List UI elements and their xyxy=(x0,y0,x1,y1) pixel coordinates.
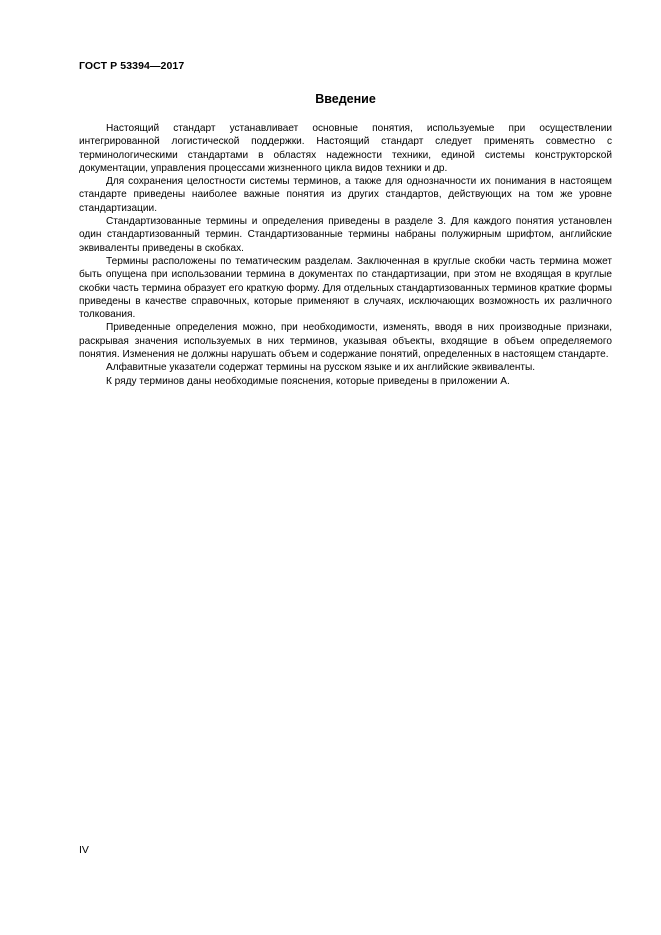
paragraph-7: К ряду терминов даны необходимые пояснения, которые приведены в приложении А. xyxy=(106,375,510,387)
paragraph-4: Термины расположены по тематическим разделам. Заключенная в круглые скобки часть термина может быть опущена при использовании термина в документах по стандартизации, при этом не входящая в круглые скобки часть термина образует его краткую форму. Для отдельных стандартизованных терминов краткие формы приведены в качестве справочных, которые применяют в случаях, исключающих возможность их различного толкования. xyxy=(79,255,612,321)
paragraph-5: Приведенные определения можно, при необходимости, изменять, вводя в них производные признаки, раскрывая значения используемых в них терминов, указывая объекты, входящие в объем определяемого понятия. Изменения не должны нарушать объем и содержание понятий, определенных в настоящем стандарте. xyxy=(79,322,612,361)
paragraph-1: Настоящий стандарт устанавливает основные понятия, используемые при осуществлении интегрированной логистической поддержки. Настоящий стандарт следует применять совместно с терминологическими стандартами в областях надежности техники, единой системы конструкторской документации, управления процессами жизненного цикла видов техники и др. xyxy=(79,123,612,174)
page-number: IV xyxy=(79,844,89,856)
section-title: Введение xyxy=(315,92,376,106)
paragraph-3: Стандартизованные термины и определения приведены в разделе 3. Для каждого понятия установлен один стандартизованный термин. Стандартизованные термины набраны полужирным шрифтом, английские эквиваленты приведены в скобках. xyxy=(79,216,612,254)
paragraph-2: Для сохранения целостности системы терминов, а также для однозначности их понимания в настоящем стандарте приведены наиболее важные понятия из других стандартов, действующих на том же уровне стандартизации. xyxy=(79,176,612,214)
introduction-body xyxy=(79,122,612,388)
paragraph-6: Алфавитные указатели содержат термины на русском языке и их английские эквиваленты. xyxy=(106,362,536,374)
document-header-standard-id: ГОСТ Р 53394—2017 xyxy=(79,60,185,72)
